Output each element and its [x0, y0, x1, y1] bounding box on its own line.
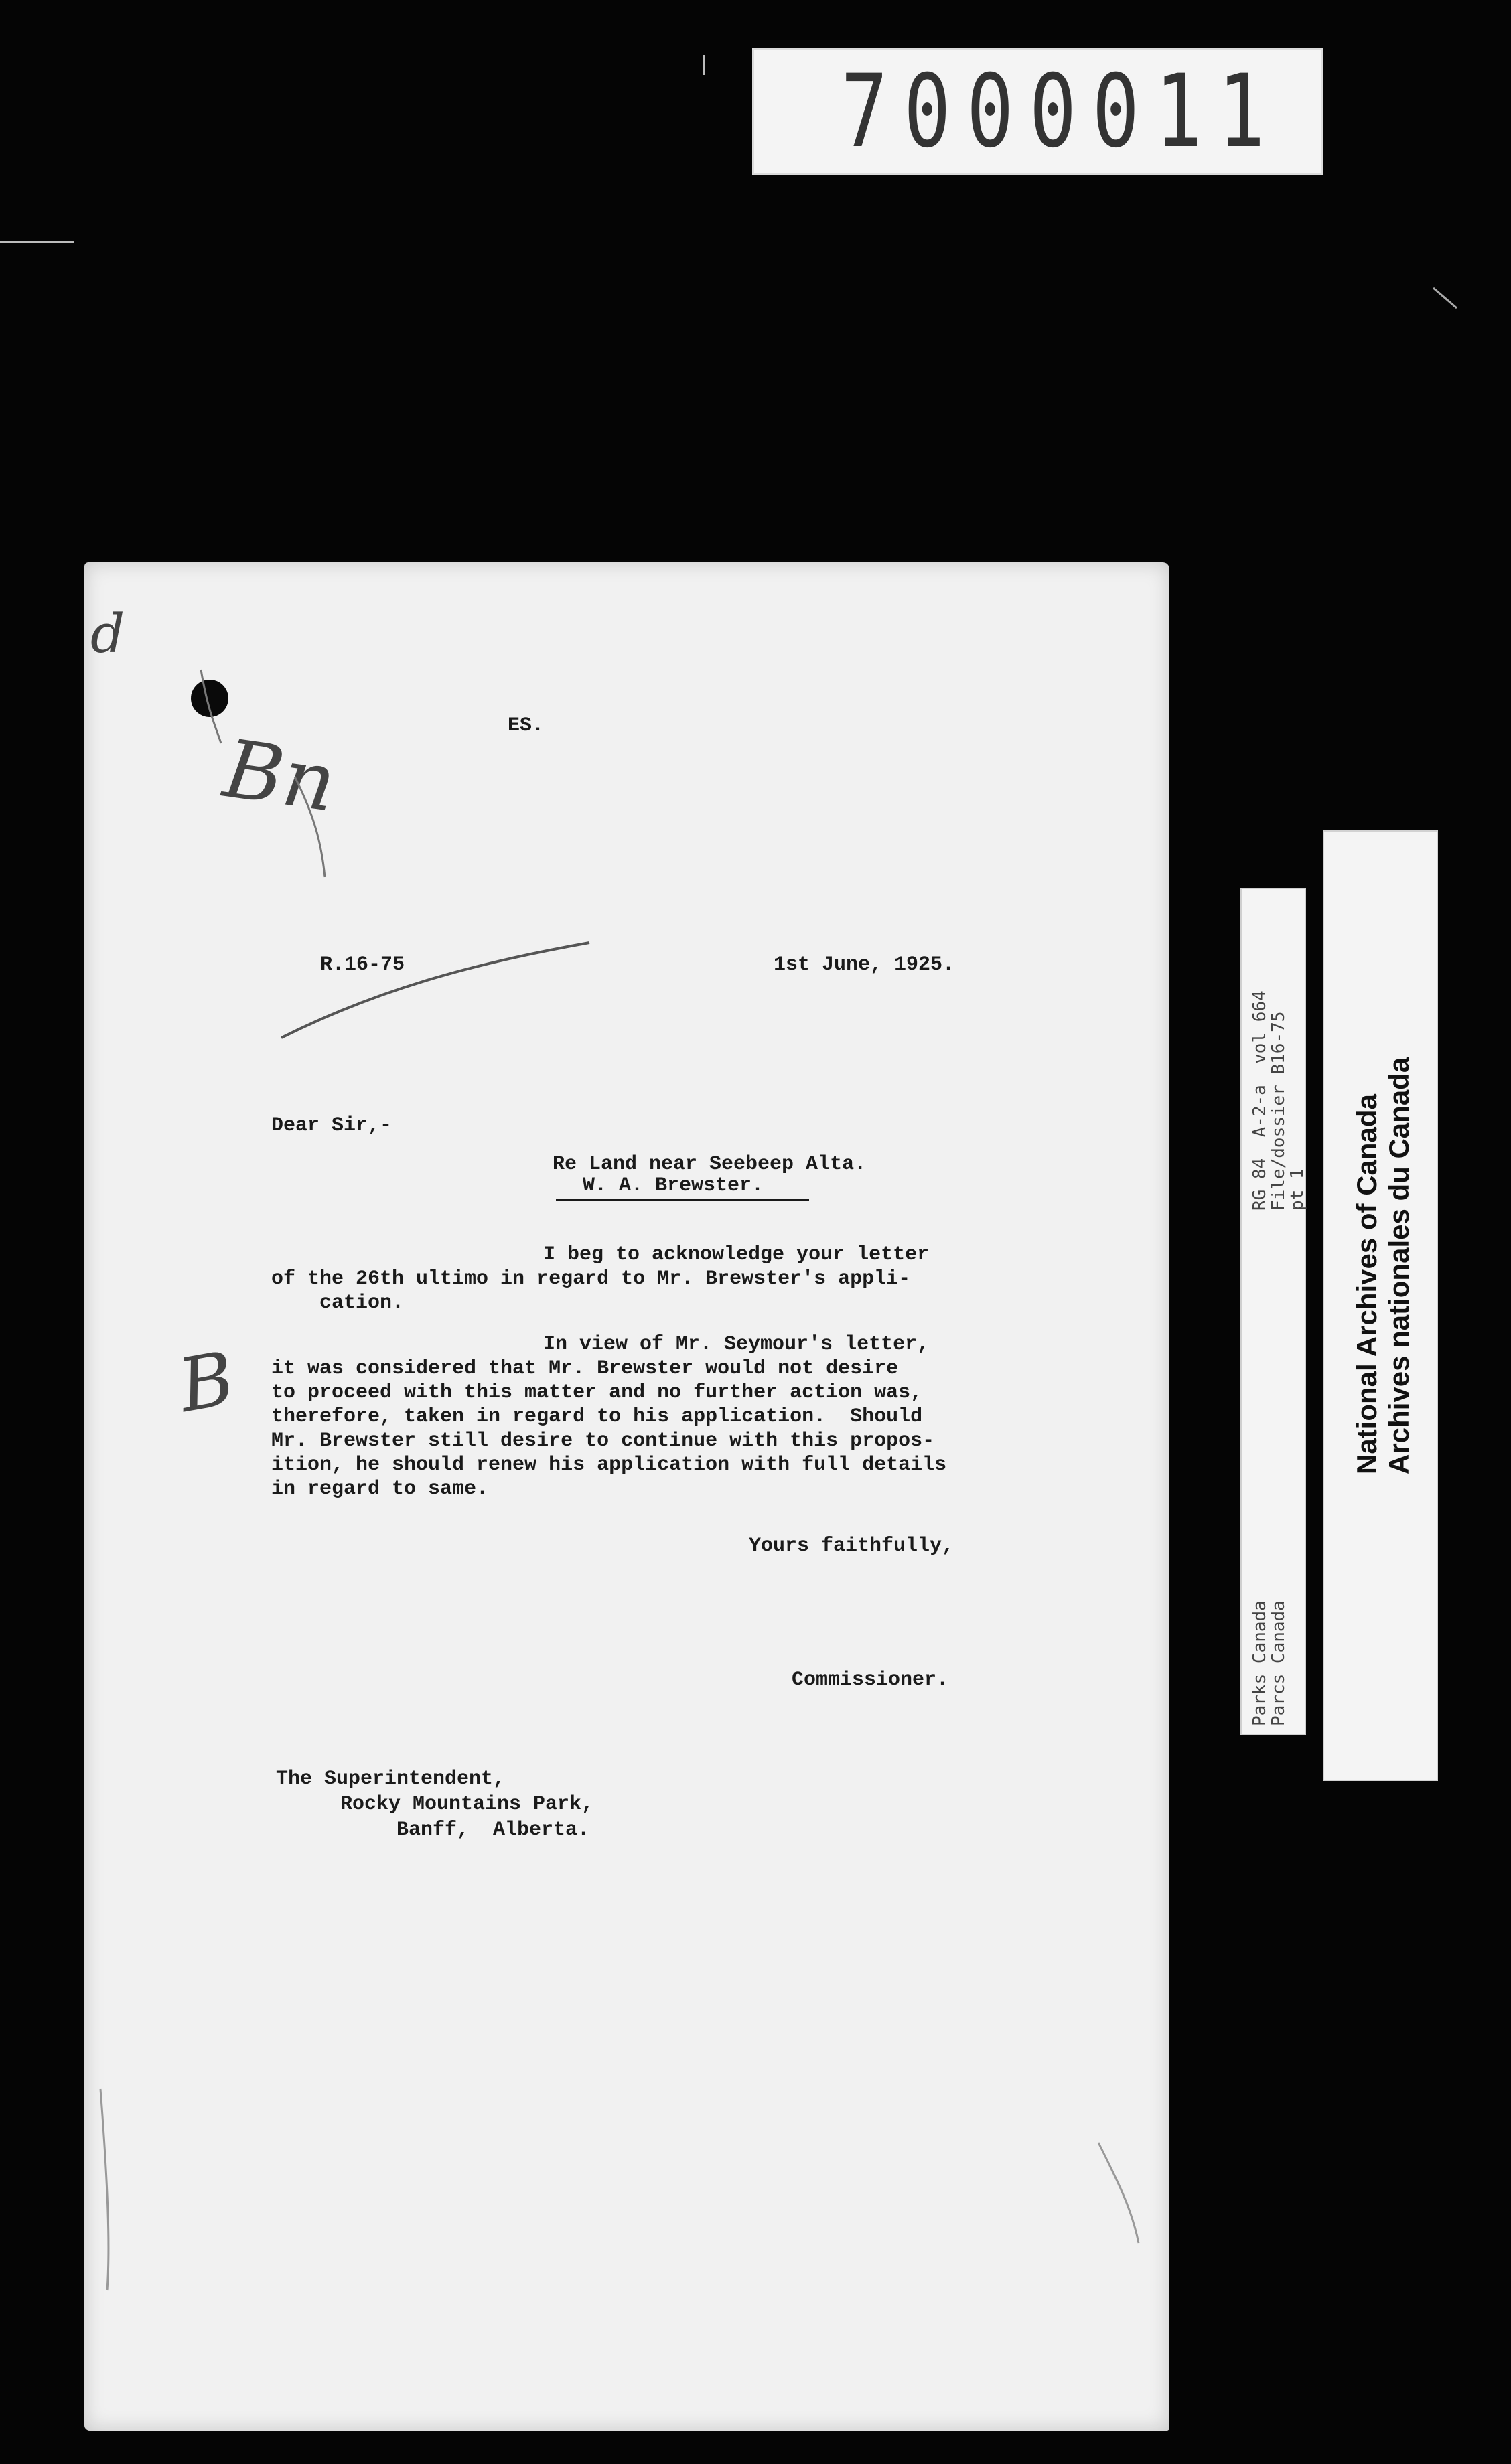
reference-line: Parcs Canada	[1269, 1600, 1289, 1726]
pen-stroke	[1433, 288, 1457, 308]
paragraph-line: cation.	[319, 1292, 405, 1314]
film-scratch	[703, 55, 705, 75]
paragraph-line: in regard to same.	[271, 1478, 489, 1500]
closing: Yours faithfully,	[749, 1535, 954, 1557]
paragraph-line: of the 26th ultimo in regard to Mr. Brewster's appli-	[271, 1267, 911, 1290]
film-scratch	[0, 241, 74, 243]
subject-line: Re Land near Seebeep Alta.	[553, 1153, 867, 1176]
addressee-line: Banff, Alberta.	[397, 1819, 590, 1841]
paragraph-line: therefore, taken in regard to his application. Should	[271, 1405, 923, 1428]
paragraph-line: Mr. Brewster still desire to continue with this propos-	[271, 1430, 935, 1452]
paragraph-decision	[271, 1332, 946, 1501]
handwritten-margin-mark: B	[172, 1334, 241, 1430]
subject-name: W. A. Brewster.	[556, 1173, 809, 1201]
typist-initials: ES.	[508, 714, 545, 737]
reference-line: pt 1	[1287, 1168, 1307, 1211]
paragraph-line: ition, he should renew his application with full details	[271, 1454, 947, 1476]
handwritten-initials: Bn	[218, 722, 342, 830]
letter-date: 1st June, 1925.	[774, 953, 955, 976]
punch-hole	[191, 680, 228, 717]
archives-name-french: Archives nationales du Canada	[1383, 1057, 1415, 1474]
archives-name-english: National Archives of Canada	[1351, 1094, 1382, 1474]
paragraph-line: to proceed with this matter and no further action was,	[271, 1381, 923, 1404]
paragraph-line: I beg to acknowledge your letter	[543, 1243, 930, 1266]
paragraph-line: it was considered that Mr. Brewster would not desire	[271, 1357, 899, 1380]
archival-reference-label	[1240, 888, 1306, 1735]
paragraph-line: In view of Mr. Seymour's letter,	[543, 1333, 930, 1356]
file-reference: R.16-75	[320, 953, 405, 976]
reference-line: File/dossier B16-75	[1269, 1011, 1289, 1211]
signature-title: Commissioner.	[792, 1669, 949, 1691]
frame-number: 7000011	[841, 54, 1281, 170]
salutation: Dear Sir,-	[271, 1114, 392, 1137]
handwritten-mark-top-left: d	[90, 603, 125, 665]
reference-line: RG 84 A-2-a vol 664	[1250, 990, 1270, 1211]
frame-number-label	[752, 48, 1323, 175]
national-archives-card	[1323, 830, 1438, 1781]
addressee-line: Rocky Mountains Park,	[340, 1793, 594, 1816]
paragraph-acknowledgement	[271, 1243, 929, 1315]
reference-line: Parks Canada	[1250, 1600, 1270, 1726]
addressee-line: The Superintendent,	[276, 1768, 506, 1790]
